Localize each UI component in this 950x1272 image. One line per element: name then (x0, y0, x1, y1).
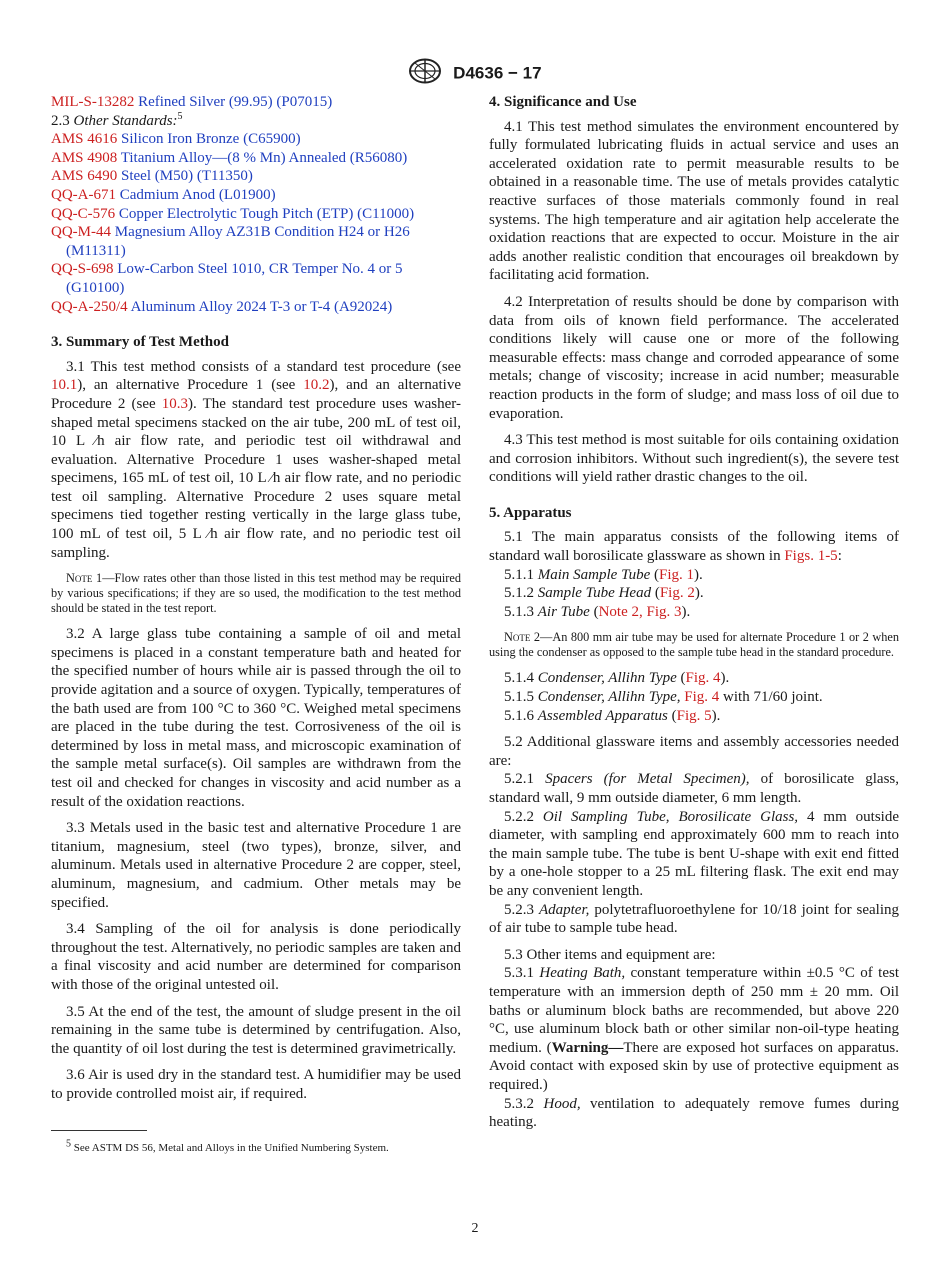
footnote (51, 1137, 461, 1155)
standard-description-link[interactable]: Refined Silver (99.95) (P07015) (138, 94, 333, 110)
section-3-heading: 3. Summary of Test Method (51, 334, 229, 351)
figure-ref-link[interactable]: Fig. 4 (684, 689, 720, 706)
ref-link-10-3[interactable]: 10.3 (161, 395, 188, 412)
section-5-heading: 5. Apparatus (489, 504, 572, 521)
apparatus-list-a (489, 566, 899, 622)
standard-description-link[interactable]: Low-Carbon Steel 1010, CR Temper No. 4 or 5 (G10100) (66, 261, 403, 296)
standard-line (51, 298, 461, 317)
note-text: —An 800 mm air tube may be used for alternate Procedure 1 or 2 when using the condenser as opposed to the sample tube head in the standard procedure. (489, 630, 899, 660)
apparatus-item (489, 688, 899, 707)
clause-number: 5.2.2 (504, 808, 534, 825)
clause-number: 5.2.3 (504, 901, 534, 918)
text-run: ( (667, 707, 677, 724)
footnote-mark: 5 (66, 1137, 71, 1149)
clause-title: Condenser, Allihn Type (537, 670, 677, 687)
clause-title: Assembled Apparatus (537, 707, 668, 724)
footnote-marker: 5 (177, 110, 183, 122)
clause-title: Air Tube (537, 603, 590, 620)
standard-line (51, 130, 461, 149)
warning-text: There are exposed hot surfaces on apparatus. Avoid contact with exposed skin by use of protective equipment as required.) (489, 1039, 900, 1093)
standard-code-link[interactable]: QQ-A-671 (51, 186, 116, 203)
text-run: ), and an alternative Procedure 2 (see (51, 377, 462, 412)
apparatus-item (489, 603, 899, 622)
paragraph-4-3: 4.3 This test method is most suitable for oils containing oxidation and corrosion inhibitors. Without such ingredient(s), the severe test conditions will yield rather drastic changes to the oil. (489, 432, 899, 486)
apparatus-item (489, 584, 899, 603)
note-text: —Flow rates other than those listed in this test method may be required by various specifications; if they are so used, the modification to the test method should be stated in the test report. (51, 571, 461, 616)
paragraph-4-2: 4.2 Interpretation of results should be done by comparison with data from oils of known field performance. The accelerated conditions likely will cause one or more of the following measurable effects: mass change and corroded appearance of some metals; change of viscosity; increase in acid number; measurable reaction products in the form of sludge; and mass loss of oil due to evaporation. (489, 293, 899, 422)
footnote-text: See ASTM DS 56, Metal and Alloys in the Unified Numbering System. (71, 1141, 389, 1154)
standard-code-link[interactable]: QQ-C-576 (51, 205, 116, 222)
standard-description-link[interactable]: Titanium Alloy—(8 % Mn) Annealed (R56080) (120, 149, 408, 166)
apparatus-item (489, 707, 899, 726)
standard-code-link[interactable]: AMS 4616 (51, 131, 118, 148)
text-run: ). (694, 566, 703, 583)
ref-link-10-2[interactable]: 10.2 (303, 377, 330, 394)
clause-title: Sample Tube Head (537, 585, 652, 602)
paragraph-3-3: 3.3 Metals used in the basic test and alternative Procedure 1 are titanium, magnesium, steel (two types), bronze, silver, and aluminum. Metals used in alternative Procedure 2 are copper, steel, aluminum, magnesium, and cadmium. Other metals may be specified. (51, 820, 461, 911)
note-2 (489, 630, 899, 660)
standard-description-link[interactable]: Silicon Iron Bronze (C65900) (121, 131, 301, 148)
apparatus-list-b (489, 669, 899, 725)
text-run: ). (681, 603, 691, 620)
figure-ref-link[interactable]: Fig. 5 (676, 707, 712, 724)
standard-line (51, 223, 461, 260)
standards-list (51, 93, 461, 112)
clause-number: 5.1.4 (504, 670, 534, 687)
standard-code-link[interactable]: AMS 4908 (51, 149, 118, 166)
standard-line (51, 167, 461, 186)
standard-code-link[interactable]: MIL-S-13282 (51, 94, 135, 110)
text-run: ( (651, 585, 660, 602)
ref-link-10-1[interactable]: 10.1 (51, 377, 78, 394)
left-column (51, 93, 461, 1155)
apparatus-item (489, 669, 899, 688)
standard-line (51, 205, 461, 224)
clause-number: 5.3.2 (504, 1095, 534, 1112)
apparatus-item (489, 566, 899, 585)
standard-description-link[interactable]: Aluminum Alloy 2024 T-3 or T-4 (A92024) (130, 298, 393, 315)
figure-ref-link[interactable]: Fig. 2 (659, 585, 695, 602)
clause-number: 5.1.5 (504, 689, 534, 706)
standard-code-link[interactable]: QQ-M-44 (51, 224, 111, 241)
clause-number: 5.1.1 (504, 566, 534, 583)
section-4-heading: 4. Significance and Use (489, 94, 637, 110)
text-run: 3.1 This test method consists of a standard test procedure (see (66, 358, 461, 375)
clause-number: 5.2.1 (504, 771, 534, 788)
clause-text: ventilation to adequately remove fumes during heating. (489, 1095, 900, 1131)
paragraph-3-1 (51, 358, 461, 563)
other-standards-heading (51, 112, 461, 131)
text-run: ( (650, 566, 659, 583)
other-standards-number: 2.3 (51, 112, 70, 129)
figure-ref-link[interactable]: Note 2, Fig. 3 (598, 603, 682, 620)
standard-code-link[interactable]: QQ-A-250/4 (51, 298, 128, 315)
clause-text: of borosilicate glass, standard wall, 9 mm outside diameter, 6 mm length. (489, 771, 899, 806)
text-run: ). (711, 707, 721, 724)
paragraph-3-6: 3.6 Air is used dry in the standard test. A humidifier may be used to provide controlled moist air, if required. (51, 1067, 461, 1102)
clause-text: polytetrafluoroethylene for 10/18 joint for sealing of air tube to sample tube head. (489, 901, 899, 937)
standard-description-link[interactable]: Copper Electrolytic Tough Pitch (ETP) (C11000) (118, 205, 415, 222)
text-run: 5.1 The main apparatus consists of the following items of standard wall borosilicate glassware as shown in (489, 529, 899, 565)
page-number: 2 (471, 1221, 479, 1236)
clause-number: 5.3.1 (504, 965, 534, 982)
note-label: Note 1 (66, 571, 103, 586)
astm-logo-icon (408, 58, 442, 89)
paragraph-3-4: 3.4 Sampling of the oil for analysis is done periodically throughout the test. Alternatively, no periodic samples are taken and a final viscosity and acid number are determined for comparison with those of the original untested oil. (51, 921, 461, 993)
text-run: ). (694, 585, 704, 602)
clause-text: constant temperature within ±0.5 °C of test temperature with an immersion depth of 250 mm ± 20 mm. Oil baths or aluminum block baths are recommended, but above 220 °C, use aluminum block bath or other similar non-oil-type heating medium. ( (489, 965, 900, 1056)
standard-code-link[interactable]: QQ-S-698 (51, 261, 114, 278)
footnote-divider (51, 1130, 147, 1131)
standard-description-link[interactable]: Steel (M50) (T11350) (121, 168, 253, 185)
paragraph-5-3: 5.3 Other items and equipment are: (504, 946, 716, 963)
warning-label: Warning— (551, 1039, 624, 1056)
standard-line (51, 260, 461, 297)
clause-title: Hood, (543, 1095, 581, 1112)
other-standards-title: Other Standards: (73, 112, 178, 129)
clause-title: Main Sample Tube (537, 566, 651, 583)
paragraph-3-5: 3.5 At the end of the test, the amount of sludge present in the oil remaining in the same tube is determined by centrifugation. Also, the quantity of oil lost during the test is determined gravimetrically. (51, 1003, 461, 1057)
paragraph-5-2-3 (489, 901, 899, 938)
clause-title: Oil Sampling Tube, Borosilicate Glass, (542, 808, 799, 825)
document-number: D4636 − 17 (453, 63, 542, 83)
text-run: with 71/60 joint. (719, 689, 823, 706)
text-run: ( (589, 603, 599, 620)
paragraph-3-2: 3.2 A large glass tube containing a sample of oil and metal specimens is placed in a constant temperature bath and heated for the specified number of hours while air is passed through the oil to provide agitation and a source of oxygen. Typically, temperatures of the bath used are from 100 °C to 360 °C. Weighed metal specimens are placed in the tube during the test. Corrosiveness of the oil is determined by loss in metal mass, and microscopic examination of the sample metal surface(s). Oil samples are withdrawn from the test oil and checked for changes in viscosity and acid number as a result of the oxidation reactions. (51, 626, 461, 810)
clause-number: 5.1.6 (504, 707, 534, 724)
right-column (489, 93, 899, 1132)
page-header (0, 58, 950, 89)
paragraph-4-1: 4.1 This test method simulates the environment encountered by fully formulated lubricating fluids in actual service and uses an accelerated oxidation rate to permit measurable results to be obtained in a reasonable time. The use of metals provides catalytic reactive surfaces of those materials commonly found in real systems. The high temperature and air agitation help accelerate the oxidation reactions that are expected to occur. Moisture in the air adds another realistic condition that encourages oil breakdown by facilitating acid formation. (489, 118, 899, 284)
paragraph-5-2-1 (489, 770, 899, 807)
text-run: ). (720, 670, 730, 687)
paragraph-5-3-2 (489, 1095, 899, 1132)
clause-number: 5.1.3 (504, 603, 534, 620)
standard-description-link[interactable]: Cadmium Anod (L01900) (119, 186, 276, 203)
standard-line (51, 186, 461, 205)
standard-code-link[interactable]: AMS 6490 (51, 168, 118, 185)
text-run: ), an alternative Procedure 1 (see (77, 377, 304, 394)
clause-number: 5.1.2 (504, 585, 534, 602)
figure-ref-link[interactable]: Fig. 1 (659, 566, 695, 583)
clause-title: Heating Bath, (539, 965, 626, 982)
paragraph-5-3-1 (489, 964, 899, 1094)
clause-title: Spacers (for Metal Specimen), (545, 771, 750, 788)
ref-link-figs[interactable]: Figs. 1-5 (784, 548, 838, 565)
text-run: : (837, 548, 842, 565)
figure-ref-link[interactable]: Fig. 4 (685, 670, 721, 687)
clause-title: Condenser, Allihn Type, (537, 689, 681, 706)
paragraph-5-2-2 (489, 808, 899, 901)
other-standards-list (51, 130, 461, 316)
standard-line (51, 93, 461, 112)
note-label: Note 2 (504, 630, 541, 645)
text-run: ). The standard test procedure uses washer-shaped metal specimens stacked on the air tube, 200 mL of test oil, 10 L ⁄h air flow rate, and periodic test oil withdrawal and evaluation. Alternative Procedure 1 uses washer-shaped metal specimens, 165 mL of test oil, 10 L ⁄h air flow rate, and no periodic test oil sampling. Alternative Procedure 2 uses square metal specimens tied together resting vertically in the large glass tube, 100 mL of test oil, 5 L ⁄h air flow rate, and no periodic test oil sampling. (51, 395, 461, 561)
clause-title: Adapter, (538, 901, 590, 918)
note-1 (51, 571, 461, 616)
clause-text: 4 mm outside diameter, with sampling end approximately 600 mm to reach into the main sample tube. The tube is bent U-shape with exit end fitted by a one-hole stopper to a 25 mL filtering flask. The exit end may be any convenient length. (489, 808, 899, 899)
standard-description-link[interactable]: Magnesium Alloy AZ31B Condition H24 or H26 (M11311) (66, 224, 410, 259)
paragraph-5-2: 5.2 Additional glassware items and assembly accessories needed are: (489, 734, 899, 769)
paragraph-5-1 (489, 528, 899, 565)
standard-line (51, 149, 461, 168)
text-run: ( (676, 670, 686, 687)
